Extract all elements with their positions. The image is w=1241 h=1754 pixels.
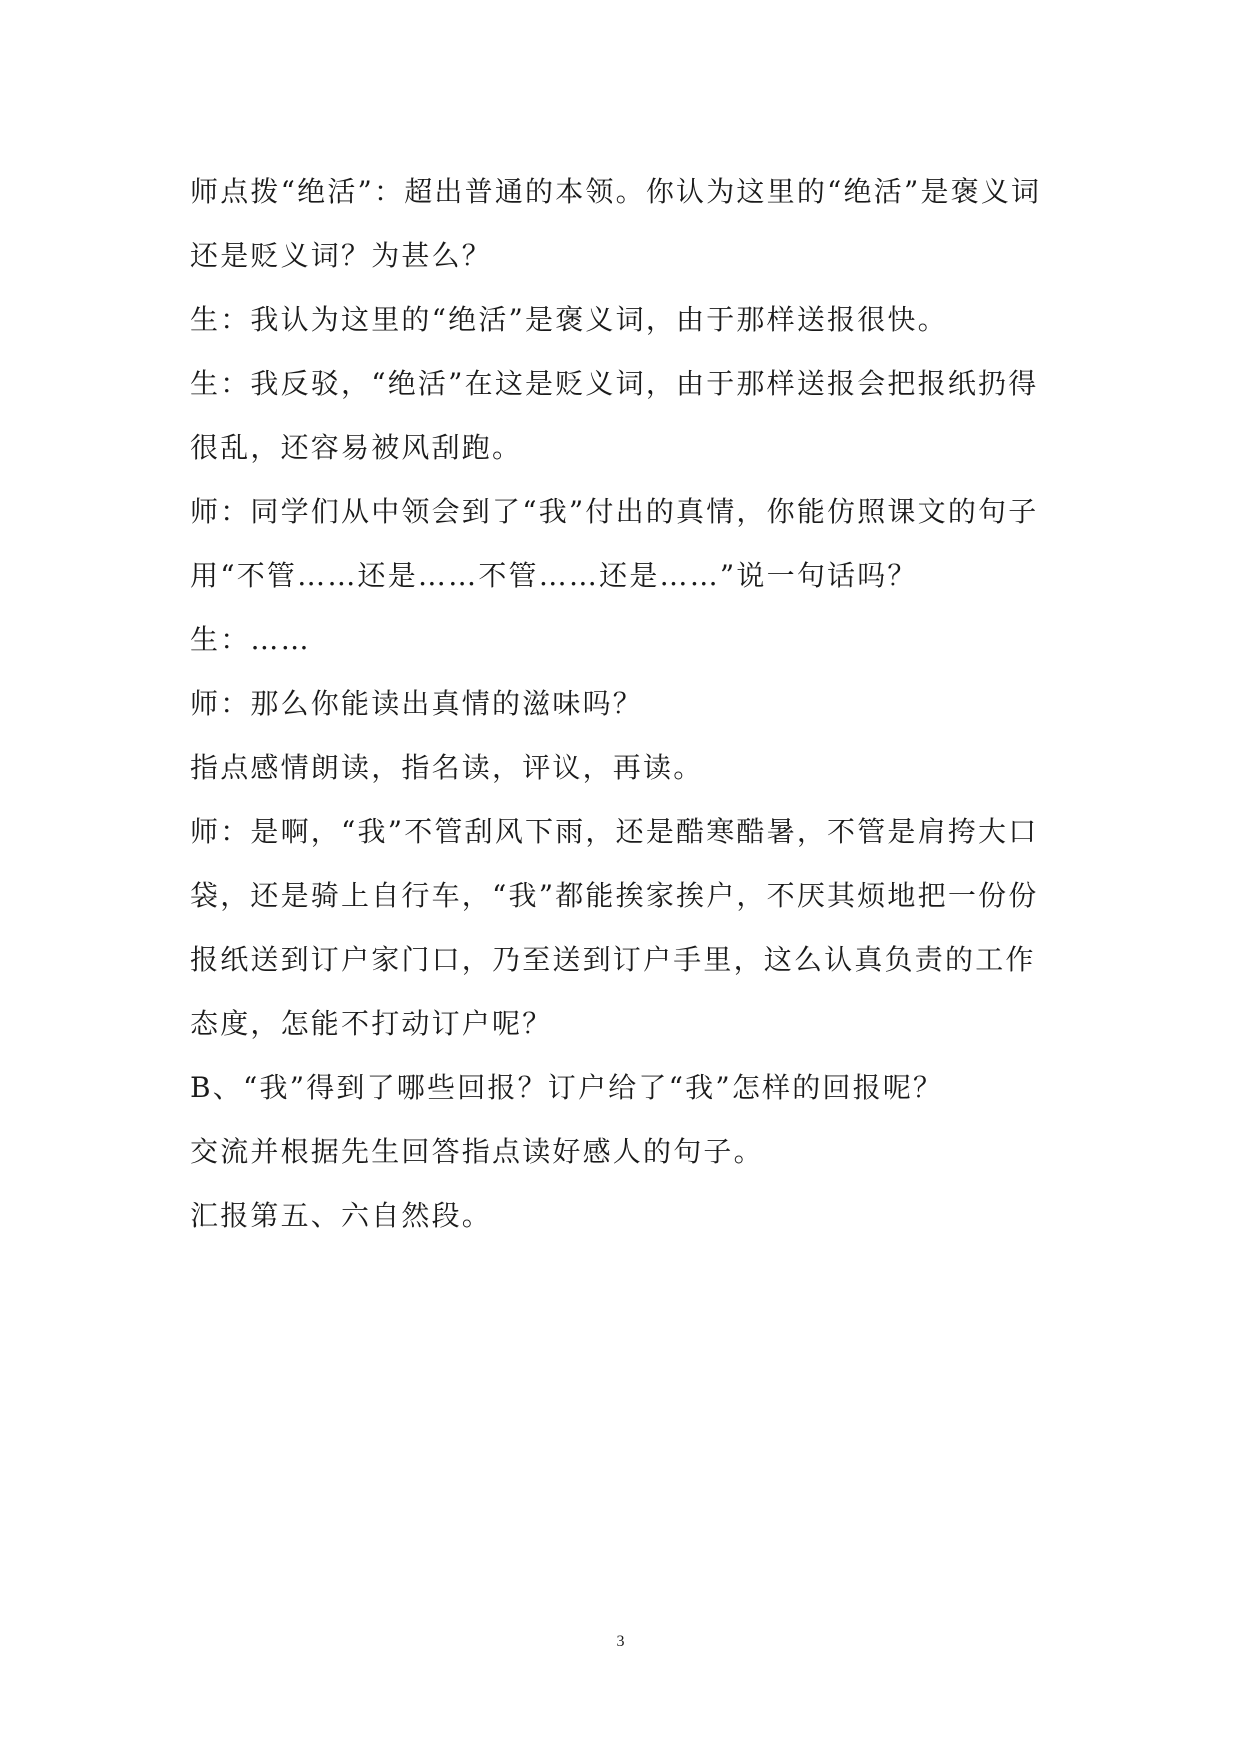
paragraph-student-answer-2: 生：我反驳，“绝活”在这是贬义词，由于那样送报会把报纸扔得很乱，还容易被风刮跑。 [190, 367, 1039, 464]
page-number: 3 [616, 1633, 625, 1650]
paragraph-reading-guidance: 指点感情朗读，指名读，评议，再读。 [190, 751, 704, 784]
paragraph-student-ellipsis: 生：…… [190, 623, 311, 656]
paragraph-teacher-hint: 师点拨“绝活”：超出普通的本领。你认为这里的“绝活”是褒义词还是贬义词？为甚么？ [190, 175, 1042, 272]
paragraph-teacher-summary: 师：是啊，“我”不管刮风下雨，还是酷寒酷暑，不管是肩挎大口袋，还是骑上自行车，“我”都能挨家挨户，不厌其烦地把一份份报纸送到订户家门口，乃至送到订户手里，这么认真负责的工作态度，怎能不打动订户呢？ [190, 815, 1039, 1040]
paragraph-exchange: 交流并根据先生回答指点读好感人的句子。 [190, 1135, 764, 1168]
paragraph-report: 汇报第五、六自然段。 [190, 1199, 493, 1232]
paragraph-teacher-read: 师：那么你能读出真情的滋味吗？ [190, 687, 644, 720]
paragraph-section-b: B、“我”得到了哪些回报？订户给了“我”怎样的回报呢？ [190, 1071, 944, 1104]
body-text [190, 160, 1060, 1248]
paragraph-teacher-question: 师：同学们从中领会到了“我”付出的真情，你能仿照课文的句子用“不管……还是……不管……还是……”说一句话吗？ [190, 495, 1039, 592]
paragraph-student-answer-1: 生：我认为这里的“绝活”是褒义词，由于那样送报很快。 [190, 303, 948, 336]
